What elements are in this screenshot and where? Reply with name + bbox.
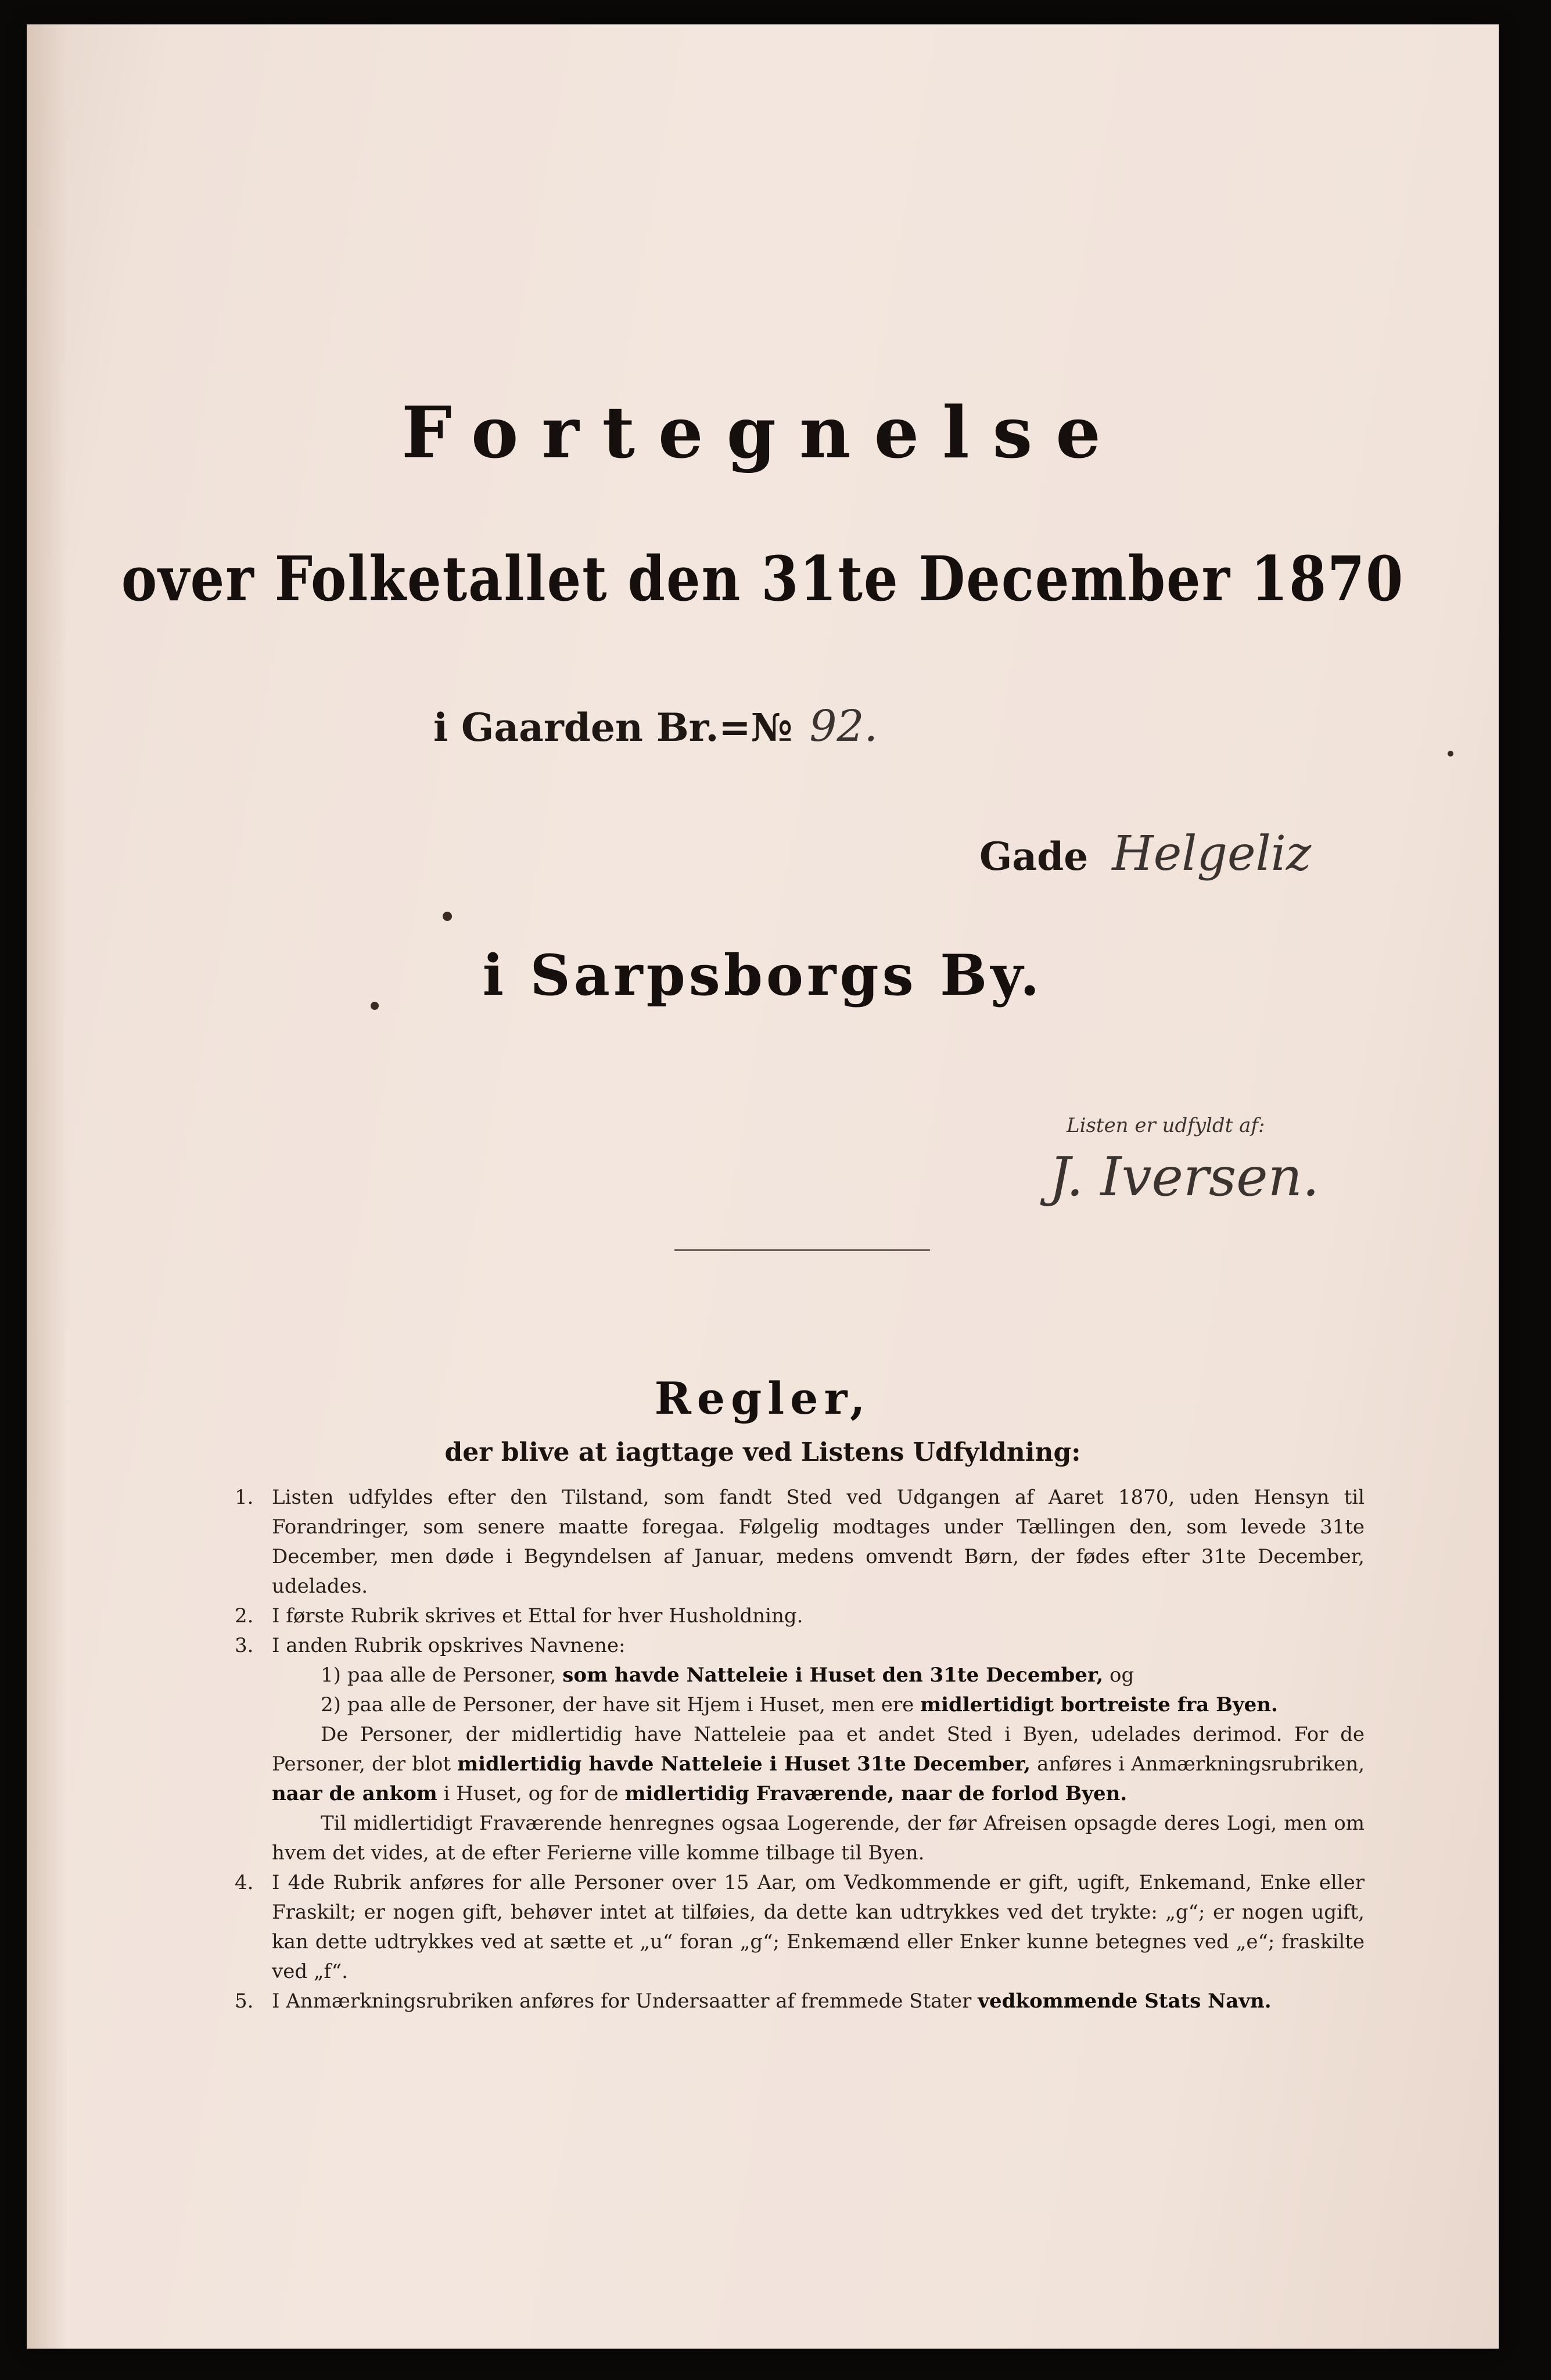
document-subtitle: over Folketallet den 31te December 1870 <box>121 542 1405 615</box>
rules-list <box>235 1483 1365 2016</box>
filled-by-signature: J. Iversen. <box>1049 1146 1320 1208</box>
rule-paragraph-text: De Personer, der midlertidig have Natteleie paa et andet Sted i Byen, udelades derimod. For de Personer, der blot <box>272 1723 1365 1776</box>
paper-spot <box>443 912 452 921</box>
rule-paragraph-emphasis: naar de ankom <box>272 1782 437 1805</box>
rule-subitem-emphasis: midlertidigt bortreiste fra Byen. <box>920 1693 1278 1716</box>
gade-label: Gade <box>979 834 1089 879</box>
rule-text: I Anmærkningsrubriken anføres for Undersaatter af fremmede Stater <box>272 1990 972 2013</box>
rule-text: I 4de Rubrik anføres for alle Personer over 15 Aar, om Vedkommende er gift, ugift, Enkemand, Enke eller Fraskilt; er nogen gift, behøver intet at tilføies, da dette kan udtrykkes ved det trykte: „g“; er nogen ugift, kan dette udtrykkes ved at sætte et „u“ foran „g“; Enkemænd eller Enker kunne betegnes ved „e“; fraskilte ved „f“. <box>272 1871 1365 1983</box>
gaard-number-handwritten: 92. <box>809 701 878 751</box>
rule-number: 4. <box>235 1871 254 1894</box>
rule-paragraph: Til midlertidigt Fraværende henregnes ogsaa Logerende, der før Afreisen opsagde deres Logi, men om hvem det vides, at de efter Ferierne ville komme tilbage til Byen. <box>272 1812 1365 1865</box>
rule-number: 3. <box>235 1634 254 1657</box>
gaard-label: i Gaarden Br.=№ <box>433 705 793 750</box>
rule-subitem-emphasis: som havde Natteleie i Huset den 31te December, <box>562 1664 1104 1687</box>
rule-text: I første Rubrik skrives et Ettal for hver Husholdning. <box>272 1604 803 1628</box>
rule-paragraph-emphasis: midlertidig havde Natteleie i Huset 31te December, <box>457 1752 1031 1776</box>
rules-subheading: der blive at iagttage ved Listens Udfyldning: <box>444 1438 1081 1467</box>
rule-subitem-text: og <box>1110 1664 1134 1687</box>
rule-subitem <box>272 1690 1365 1720</box>
filled-by-label: Listen er udfyldt af: <box>1067 1114 1265 1137</box>
rule-text: Listen udfyldes efter den Tilstand, som fandt Sted ved Udgangen af Aaret 1870, uden Hensyn til Forandringer, som senere maatte foregaa. Følgelig modtages under Tællingen den, som levede 31te December, men døde i Begyndelsen af Januar, medens omvendt Børn, der fødes efter 31te December, udelades. <box>272 1486 1365 1598</box>
rule-number: 1. <box>235 1486 254 1509</box>
city-line: i Sarpsborgs By. <box>482 942 1043 1008</box>
gade-name-handwritten: Helgeliz <box>1112 826 1312 881</box>
rule-paragraph-emphasis: midlertidig Fraværende, naar de forlod Byen. <box>624 1782 1128 1805</box>
rule-number: 2. <box>235 1604 254 1628</box>
rule-item <box>235 1483 1365 1601</box>
rule-subitem <box>272 1661 1365 1690</box>
rule-item <box>235 1601 1365 1631</box>
rule-item <box>235 1868 1365 1987</box>
rule-emphasis: vedkommende Stats Navn. <box>978 1990 1272 2013</box>
rule-item <box>235 1631 1365 1868</box>
gade-line <box>979 826 1311 881</box>
document-title: Fortegnelse <box>401 390 1124 474</box>
rule-paragraph-text: i Huset, og for de <box>443 1782 619 1805</box>
rule-text: I anden Rubrik opskrives Navnene: <box>272 1634 626 1657</box>
rule-subitem-text: 1) paa alle de Personer, <box>321 1664 557 1687</box>
rule-number: 5. <box>235 1990 254 2013</box>
paper-spot <box>1448 751 1453 757</box>
rule-subitem-text: 2) paa alle de Personer, der have sit Hjem i Huset, men ere <box>321 1693 914 1716</box>
gaard-line <box>433 701 878 751</box>
divider-rule <box>674 1249 930 1251</box>
rule-paragraph-text: anføres i Anmærkningsrubriken, <box>1037 1752 1365 1776</box>
rules-heading: Regler, <box>654 1372 871 1424</box>
rule-item <box>235 1987 1365 2016</box>
rule-paragraph <box>272 1720 1365 1809</box>
census-form-sheet <box>27 24 1499 2349</box>
